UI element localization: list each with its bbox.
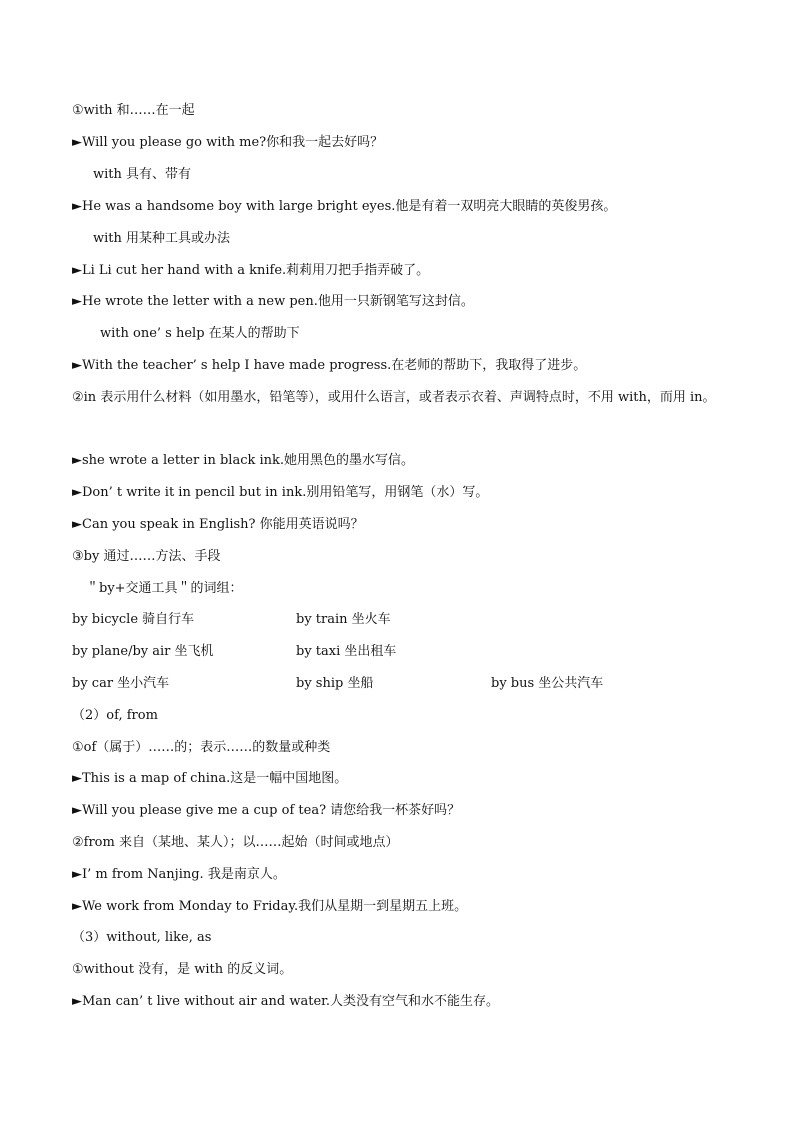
- transport-item: by bicycle 骑自行车: [72, 612, 195, 627]
- text-line: ③by 通过……方法、手段: [72, 549, 221, 564]
- example-sentence: ►We work from Monday to Friday.我们从星期一到星期五上班。: [72, 899, 468, 914]
- text-paragraph: ②in 表示用什么材料（如用墨水，铅笔等），或用什么语言，或者表示衣着、声调特点时，不用 with，而用 in。: [72, 390, 716, 405]
- text-line: with 用某种工具或办法: [93, 231, 231, 246]
- text-line: ②from 来自（某地、某人）；以……起始（时间或地点）: [72, 835, 399, 850]
- example-sentence: ►This is a map of china.这是一幅中国地图。: [72, 771, 348, 786]
- example-sentence: ►Man can’ t live without air and water.人类没有空气和水不能生存。: [72, 994, 500, 1009]
- example-sentence: ►Li Li cut her hand with a knife.莉莉用刀把手指弄破了。: [72, 263, 430, 278]
- example-sentence: ►I’ m from Nanjing. 我是南京人。: [72, 867, 286, 882]
- transport-item: by taxi 坐出租车: [296, 644, 397, 659]
- transport-item: by train 坐火车: [296, 612, 391, 627]
- example-sentence: ►He was a handsome boy with large bright eyes.他是有着一双明亮大眼睛的英俊男孩。: [72, 199, 617, 214]
- text-line: ①of（属于）……的；表示……的数量或种类: [72, 740, 331, 755]
- text-line: with one’ s help 在某人的帮助下: [100, 326, 300, 341]
- transport-item: by bus 坐公共汽车: [491, 676, 604, 691]
- transport-item: by car 坐小汽车: [72, 676, 170, 691]
- section-heading: （3）without, like, as: [72, 930, 212, 945]
- text-line: with 具有、带有: [93, 167, 192, 182]
- example-sentence: ►she wrote a letter in black ink.她用黑色的墨水写信。: [72, 453, 415, 468]
- example-sentence: ►Will you please go with me?你和我一起去好吗？: [72, 135, 384, 150]
- text-line: ①without 没有，是 with 的反义词。: [72, 962, 293, 977]
- transport-item: by plane/by air 坐飞机: [72, 644, 214, 659]
- example-sentence: ►Don’ t write it in pencil but in ink.别用铅笔写，用钢笔（水）写。: [72, 485, 489, 500]
- transport-item: by ship 坐船: [296, 676, 374, 691]
- example-sentence: ►Will you please give me a cup of tea? 请您给我一杯茶好吗？: [72, 803, 461, 818]
- example-sentence: ►Can you speak in English? 你能用英语说吗？: [72, 517, 364, 532]
- section-heading: （2）of, from: [72, 708, 158, 723]
- text-line: ①with 和……在一起: [72, 103, 195, 118]
- text-line: ＂by+交通工具＂的词组：: [86, 581, 243, 596]
- example-sentence: ►With the teacher’ s help I have made progress.在老师的帮助下，我取得了进步。: [72, 358, 587, 373]
- example-sentence: ►He wrote the letter with a new pen.他用一只新钢笔写这封信。: [72, 294, 474, 309]
